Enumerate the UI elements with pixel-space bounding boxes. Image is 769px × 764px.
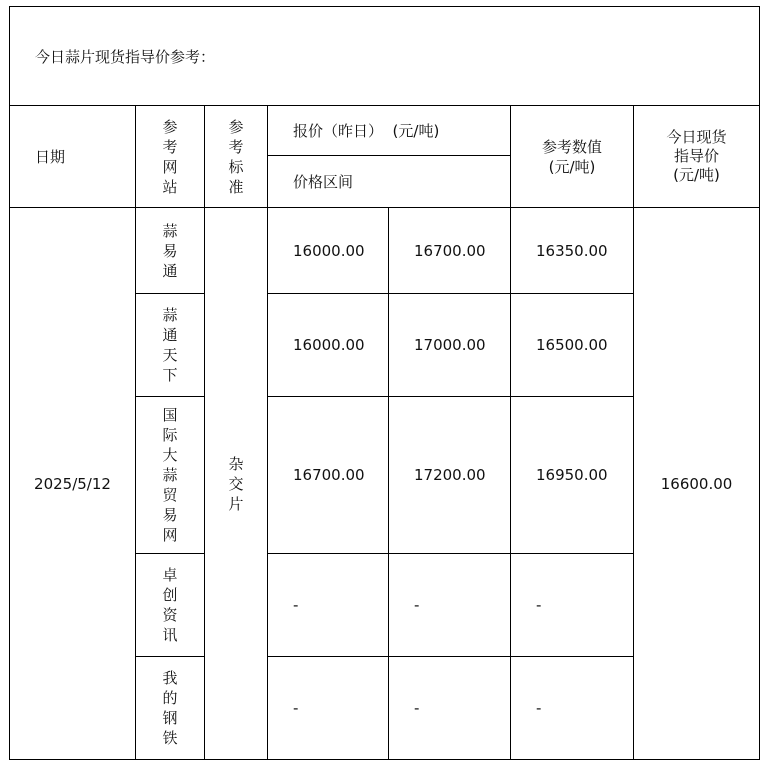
header-ref-value-line1: 参考数值 <box>541 137 602 156</box>
title-row <box>10 7 760 106</box>
header-range: 价格区间 <box>268 156 511 208</box>
site-cell: 卓创资讯 <box>136 554 205 657</box>
site-cell: 我的钢铁 <box>136 657 205 760</box>
low-price-cell: - <box>268 554 389 657</box>
high-price-cell: - <box>389 554 511 657</box>
ref-value-cell: - <box>511 554 634 657</box>
high-price-cell: - <box>389 657 511 760</box>
header-guide-line2: 指导价 <box>674 147 720 165</box>
header-site: 参考网站 <box>136 106 205 208</box>
table-title: 今日蒜片现货指导价参考： <box>10 7 760 106</box>
header-guide-line3: (元/吨) <box>673 166 720 184</box>
site-cell: 蒜通天下 <box>136 294 205 397</box>
ref-value-cell: 16950.00 <box>511 397 634 554</box>
ref-value-cell: - <box>511 657 634 760</box>
high-price-cell: 16700.00 <box>389 208 511 294</box>
site-cell: 蒜易通 <box>136 208 205 294</box>
header-quote: 报价（昨日） (元/吨) <box>268 106 511 156</box>
guide-price-cell: 16600.00 <box>634 208 760 760</box>
header-ref-value-line2: (元/吨) <box>548 157 596 176</box>
header-guide-line1: 今日现货 <box>666 128 727 146</box>
low-price-cell: 16000.00 <box>268 208 389 294</box>
date-cell: 2025/5/12 <box>10 208 136 760</box>
standard-cell: 杂交片 <box>205 208 268 760</box>
high-price-cell: 17200.00 <box>389 397 511 554</box>
site-cell: 国际大蒜贸易网 <box>136 397 205 554</box>
header-standard: 参考标准 <box>205 106 268 208</box>
ref-value-cell: 16350.00 <box>511 208 634 294</box>
price-reference-table <box>9 6 760 760</box>
high-price-cell: 17000.00 <box>389 294 511 397</box>
low-price-cell: 16700.00 <box>268 397 389 554</box>
header-row-1 <box>10 106 760 156</box>
ref-value-cell: 16500.00 <box>511 294 634 397</box>
header-guide-price <box>634 106 760 208</box>
header-date: 日期 <box>10 106 136 208</box>
low-price-cell: 16000.00 <box>268 294 389 397</box>
header-ref-value <box>511 106 634 208</box>
table-row <box>10 208 760 294</box>
low-price-cell: - <box>268 657 389 760</box>
